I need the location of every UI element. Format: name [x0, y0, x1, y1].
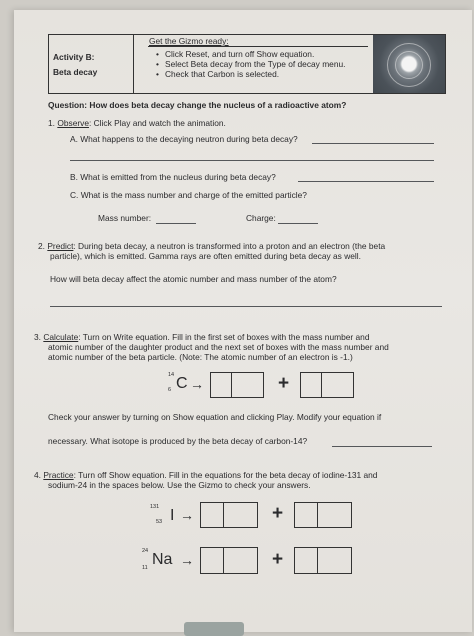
explorelearning-logo-icon	[184, 622, 244, 636]
answer-line-2[interactable]	[50, 306, 442, 307]
c-atomic-number: 6	[168, 387, 172, 393]
activity-label: Activity B:	[53, 52, 95, 62]
plus-sign: +	[272, 503, 284, 524]
activity-header-box	[48, 34, 446, 94]
q2-predict-line1: 2. Predict: During beta decay, a neutron is transformed into a proton and an electron (the beta	[38, 241, 386, 251]
setup-bullet-2: • Select Beta decay from the Type of decay menu.	[165, 59, 345, 69]
reaction-arrow-icon: →	[190, 376, 204, 392]
answer-line-1b[interactable]	[298, 181, 434, 182]
q4-practice-line1: 4. Practice: Turn off Show equation. Fill in the equations for the beta decay of iodine-131 and	[34, 470, 378, 480]
gizmo-atom-image	[373, 35, 445, 93]
reaction-arrow-icon: →	[180, 507, 194, 523]
sodium-daughter-box[interactable]	[200, 547, 258, 574]
q3-calculate-line1: 3. Calculate: Turn on Write equation. Fill in the first set of boxes with the mass number and	[34, 332, 370, 342]
answer-line-1a[interactable]	[312, 143, 434, 144]
mass-number-label: Mass number:	[98, 213, 152, 223]
iodine-symbol: I	[170, 507, 175, 524]
daughter-product-box[interactable]	[210, 372, 264, 398]
q1-part-b: B. What is emitted from the nucleus during beta decay?	[70, 172, 276, 182]
q4-line2: sodium-24 in the spaces below. Use the Gizmo to check your answers.	[48, 480, 311, 490]
carbon-symbol: C	[176, 375, 188, 392]
i-atomic-number: 53	[156, 519, 163, 525]
iodine-beta-box[interactable]	[294, 502, 352, 528]
reaction-arrow-icon: →	[180, 552, 194, 568]
beta-particle-box[interactable]	[300, 372, 354, 398]
q3-check-line1: Check your answer by turning on Show equation and clicking Play. Modify your equation if	[48, 412, 382, 422]
answer-line-1a-2[interactable]	[70, 160, 434, 161]
activity-name: Beta decay	[53, 67, 98, 77]
plus-sign: +	[272, 549, 284, 570]
na-atomic-number: 11	[142, 565, 148, 571]
q2-predict-line2: particle), which is emitted. Gamma rays are often emitted during beta decay as well.	[50, 251, 361, 261]
i-mass-number: 131	[150, 504, 160, 510]
mass-number-blank[interactable]	[156, 223, 196, 224]
q3-line2: atomic number of the daughter product and the next set of boxes with the mass number and	[48, 342, 389, 352]
q1-part-c: C. What is the mass number and charge of the emitted particle?	[70, 190, 307, 200]
charge-label: Charge:	[246, 213, 276, 223]
sodium-symbol: Na	[152, 551, 173, 568]
setup-bullet-1: • Click Reset, and turn off Show equation.	[165, 49, 314, 59]
na-mass-number: 24	[142, 548, 149, 554]
q3-line3: atomic number of the beta particle. (Note: The atomic number of an electron is -1.)	[48, 352, 353, 362]
get-ready-heading: Get the Gizmo ready:	[149, 36, 229, 46]
atom-orbit-inner-icon	[395, 51, 423, 79]
activity-label-cell	[49, 35, 134, 93]
header-divider	[148, 46, 368, 47]
worksheet-page	[14, 10, 472, 632]
q2-ask: How will beta decay affect the atomic number and mass number of the atom?	[50, 274, 337, 284]
sodium-beta-box[interactable]	[294, 547, 352, 574]
q1-observe: 1. Observe: Click Play and watch the animation.	[48, 118, 226, 128]
answer-line-3[interactable]	[332, 446, 432, 447]
setup-bullet-3: • Check that Carbon is selected.	[165, 69, 279, 79]
plus-sign: +	[278, 373, 290, 394]
iodine-daughter-box[interactable]	[200, 502, 258, 528]
charge-blank[interactable]	[278, 223, 318, 224]
q3-check-line2: necessary. What isotope is produced by the beta decay of carbon-14?	[48, 436, 308, 446]
c-mass-number: 14	[168, 372, 175, 378]
main-question: Question: How does beta decay change the nucleus of a radioactive atom?	[48, 100, 347, 110]
q1-part-a: A. What happens to the decaying neutron during beta decay?	[70, 134, 298, 144]
